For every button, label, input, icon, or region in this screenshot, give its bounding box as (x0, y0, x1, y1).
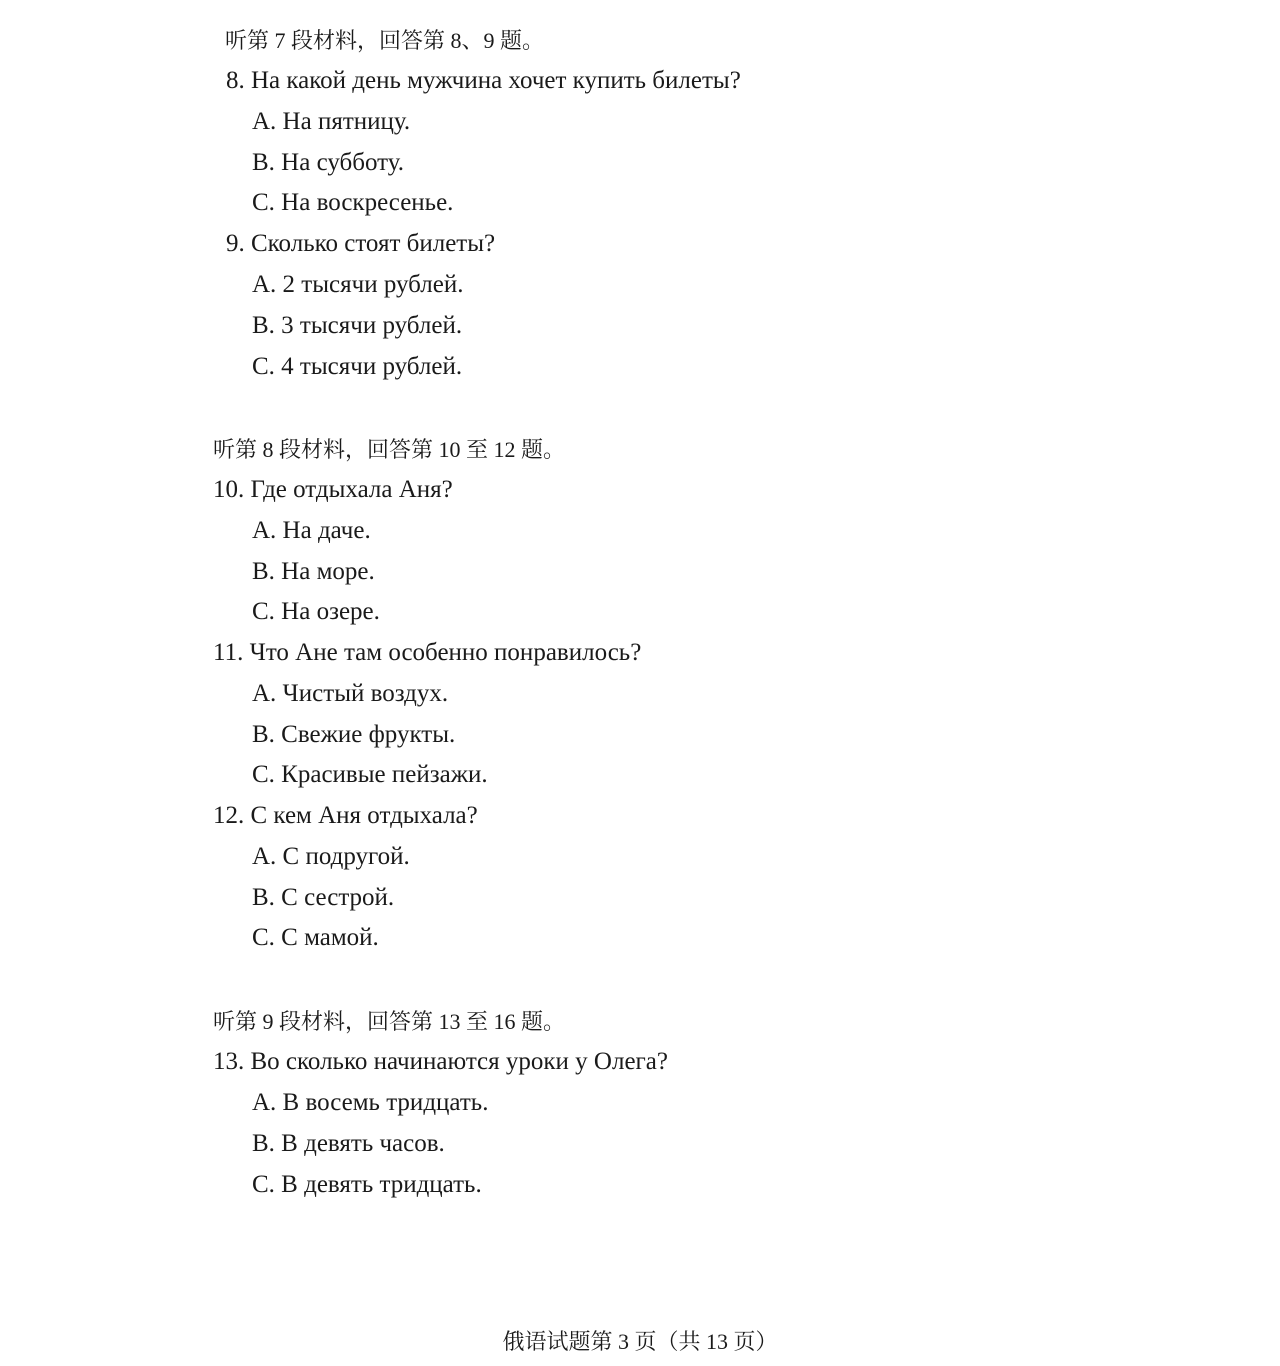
answer-option: B. 3 тысячи рублей. (252, 312, 463, 339)
answer-option: B. В девять часов. (252, 1130, 445, 1157)
answer-option: B. С сестрой. (252, 884, 395, 911)
answer-option: C. На озере. (252, 598, 380, 625)
question-text: 12. С кем Аня отдыхала? (213, 802, 478, 829)
answer-option: C. В девять тридцать. (252, 1171, 482, 1198)
section-intro: 听第 7 段材料，回答第 8、9 题。 (225, 28, 545, 53)
answer-option: C. На воскресенье. (252, 189, 454, 216)
answer-option: C. С мамой. (252, 924, 379, 951)
answer-option: A. В восемь тридцать. (252, 1089, 489, 1116)
answer-option: A. Чистый воздух. (252, 680, 449, 707)
section-intro: 听第 9 段材料，回答第 13 至 16 题。 (213, 1009, 566, 1034)
question-text: 9. Сколько стоят билеты? (226, 230, 496, 257)
answer-option: B. На море. (252, 558, 375, 585)
question-text: 11. Что Ане там особенно понравилось? (213, 639, 642, 666)
section-intro: 听第 8 段材料，回答第 10 至 12 题。 (213, 437, 566, 462)
answer-option: A. 2 тысячи рублей. (252, 271, 464, 298)
question-text: 13. Во сколько начинаются уроки у Олега? (213, 1048, 668, 1075)
answer-option: B. Свежие фрукты. (252, 721, 456, 748)
answer-option: A. На даче. (252, 517, 371, 544)
answer-option: C. Красивые пейзажи. (252, 761, 488, 788)
answer-option: A. На пятницу. (252, 108, 411, 135)
question-text: 8. На какой день мужчина хочет купить билеты? (226, 67, 741, 94)
answer-option: A. С подругой. (252, 843, 410, 870)
question-text: 10. Где отдыхала Аня? (213, 476, 453, 503)
answer-option: B. На субботу. (252, 149, 404, 176)
page-footer: 俄语试题第 3 页（共 13 页） (502, 1329, 778, 1354)
answer-option: C. 4 тысячи рублей. (252, 353, 463, 380)
